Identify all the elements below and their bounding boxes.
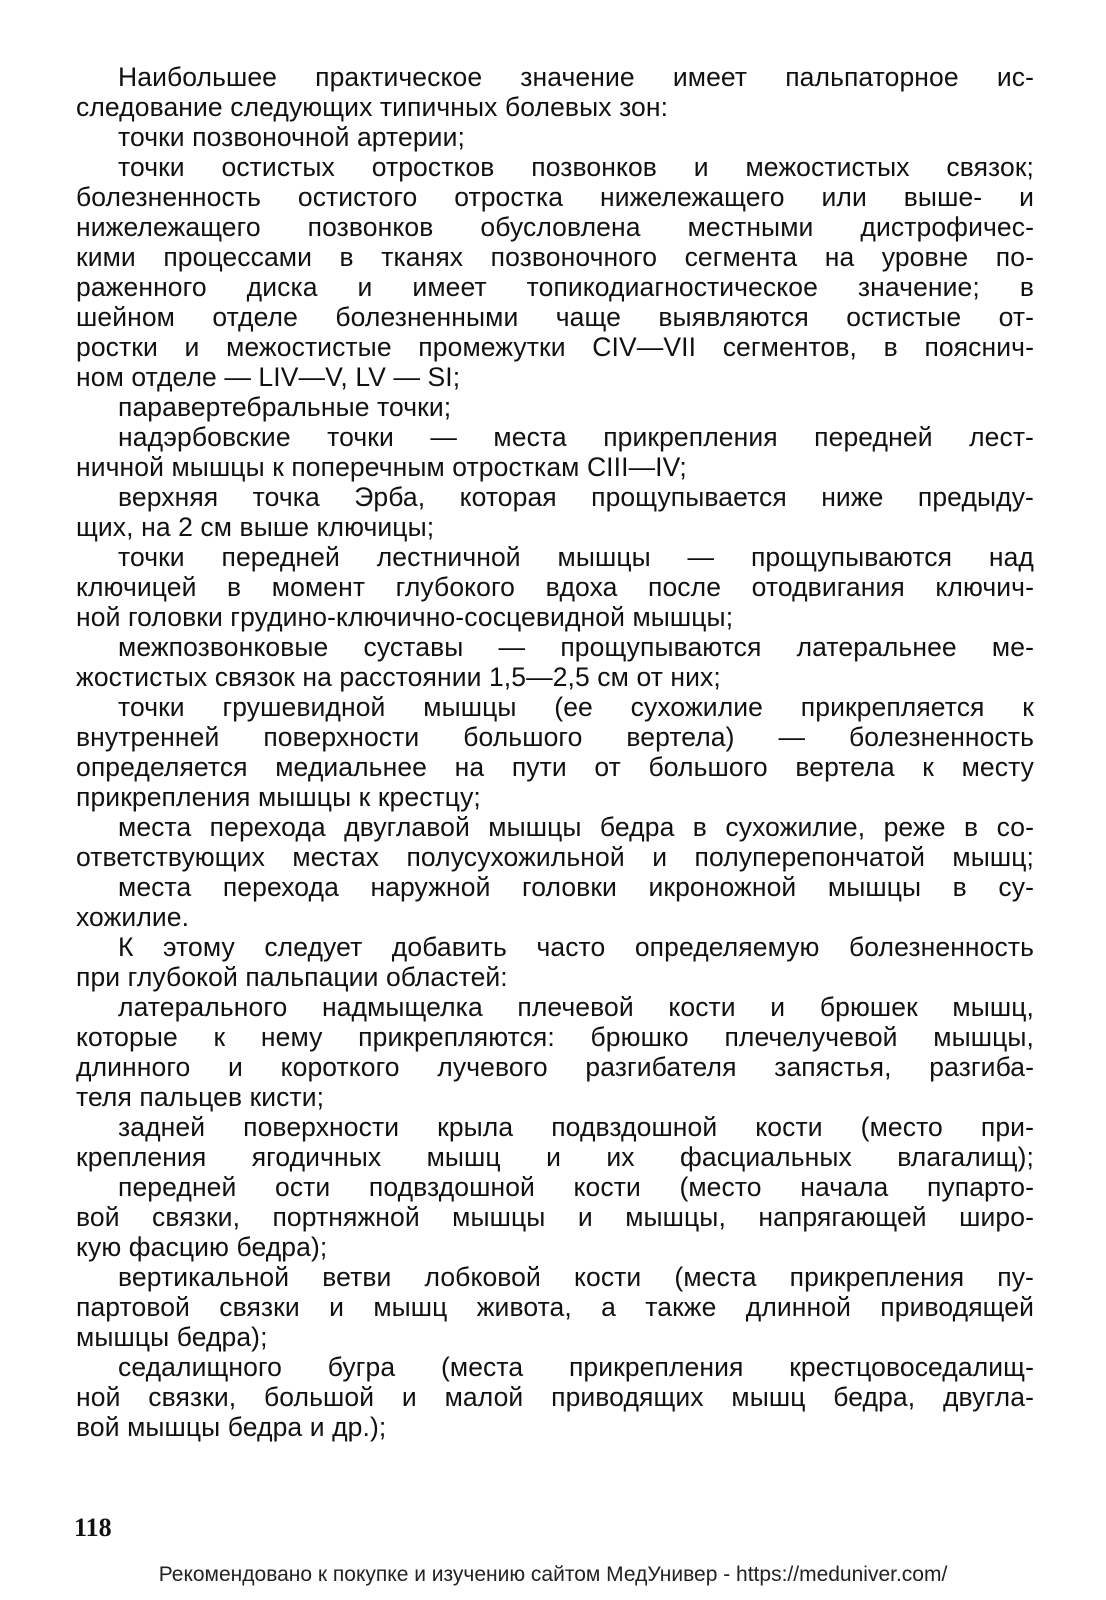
text-line: болезненность остистого отростка нижележащего или выше- и — [76, 182, 1034, 212]
text-line: ном отделе — LIV—V, LV — SI; — [76, 362, 461, 392]
text-line: ничной мышцы к поперечным отросткам CIII—IV; — [76, 452, 687, 482]
text-line: задней поверхности крыла подвздошной кости (место при- — [118, 1112, 1034, 1142]
text-line: шейном отделе болезненными чаще выявляются остистые от- — [76, 302, 1034, 332]
text-line: точки грушевидной мышцы (ее сухожилие прикрепляется к — [118, 692, 1034, 722]
text-line: раженного диска и имеет топикодиагностическое значение; в — [76, 272, 1034, 302]
text-line: внутренней поверхности большого вертела) — болезненность — [76, 722, 1034, 752]
text-line: кую фасцию бедра); — [76, 1232, 328, 1262]
text-line: К этому следует добавить часто определяемую болезненность — [118, 932, 1034, 962]
text-line: точки остистых отростков позвонков и межостистых связок; — [118, 152, 1034, 182]
text-line: кими процессами в тканях позвоночного сегмента на уровне по- — [76, 242, 1034, 272]
text-line: ответствующих местах полусухожильной и полуперепончатой мышц; — [76, 842, 1034, 872]
text-line: нижележащего позвонков обусловлена местными дистрофичес- — [76, 212, 1034, 242]
page-number: 118 — [74, 1513, 112, 1542]
text-line: длинного и короткого лучевого разгибателя запястья, разгиба- — [76, 1052, 1034, 1082]
text-line: жостистых связок на расстоянии 1,5—2,5 см от них; — [76, 662, 721, 692]
text-line: хожилие. — [76, 902, 190, 932]
text-line: Наибольшее практическое значение имеет пальпаторное ис- — [118, 62, 1034, 92]
text-line: мышцы бедра); — [76, 1322, 268, 1352]
footer-watermark-text: Рекомендовано к покупке и изучению сайтом МедУнивер - https://meduniver.com/ — [158, 1563, 948, 1586]
text-line: ключицей в момент глубокого вдоха после отодвигания ключич- — [76, 572, 1034, 602]
text-line: ной связки, большой и малой приводящих мышц бедра, двугла- — [76, 1382, 1034, 1412]
text-line: которые к нему прикрепляются: брюшко плечелучевой мышцы, — [76, 1022, 1034, 1052]
text-line: вертикальной ветви лобковой кости (места прикрепления пу- — [118, 1262, 1034, 1292]
text-line: точки позвоночной артерии; — [118, 122, 465, 152]
text-line: крепления ягодичных мышц и их фасциальных влагалищ); — [76, 1142, 1034, 1172]
text-line: латерального надмыщелка плечевой кости и брюшек мышц, — [118, 992, 1034, 1022]
text-line: межпозвонковые суставы — прощупываются латеральнее ме- — [118, 632, 1034, 662]
text-line: партовой связки и мышц живота, а также длинной приводящей — [76, 1292, 1034, 1322]
text-line: определяется медиальнее на пути от большого вертела к месту — [76, 752, 1034, 782]
text-line: надэрбовские точки — места прикрепления передней лест- — [118, 422, 1034, 452]
text-line: прикрепления мышцы к крестцу; — [76, 782, 481, 812]
text-line: паравертебральные точки; — [118, 392, 452, 422]
text-line: места перехода двуглавой мышцы бедра в сухожилие, реже в со- — [118, 812, 1034, 842]
text-line: ростки и межостистые промежутки CIV—VII сегментов, в пояснич- — [76, 332, 1034, 362]
text-line: места перехода наружной головки икроножной мышцы в су- — [118, 872, 1034, 902]
text-line: верхняя точка Эрба, которая прощупывается ниже предыду- — [118, 482, 1034, 512]
text-line: следование следующих типичных болевых зон: — [76, 92, 669, 122]
text-line: при глубокой пальпации областей: — [76, 962, 508, 992]
page-body-text — [76, 62, 1034, 1442]
text-line: ной головки грудино-ключично-сосцевидной мышцы; — [76, 602, 734, 632]
text-line: передней ости подвздошной кости (место начала пупарто- — [118, 1172, 1034, 1202]
text-line: точки передней лестничной мышцы — прощупываются над — [118, 542, 1034, 572]
text-line: седалищного бугра (места прикрепления крестцовоседалищ- — [118, 1352, 1034, 1382]
text-line: вой мышцы бедра и др.); — [76, 1412, 387, 1442]
text-line: щих, на 2 см выше ключицы; — [76, 512, 435, 542]
text-line: теля пальцев кисти; — [76, 1082, 325, 1112]
text-line: вой связки, портняжной мышцы и мышцы, напрягающей широ- — [76, 1202, 1034, 1232]
